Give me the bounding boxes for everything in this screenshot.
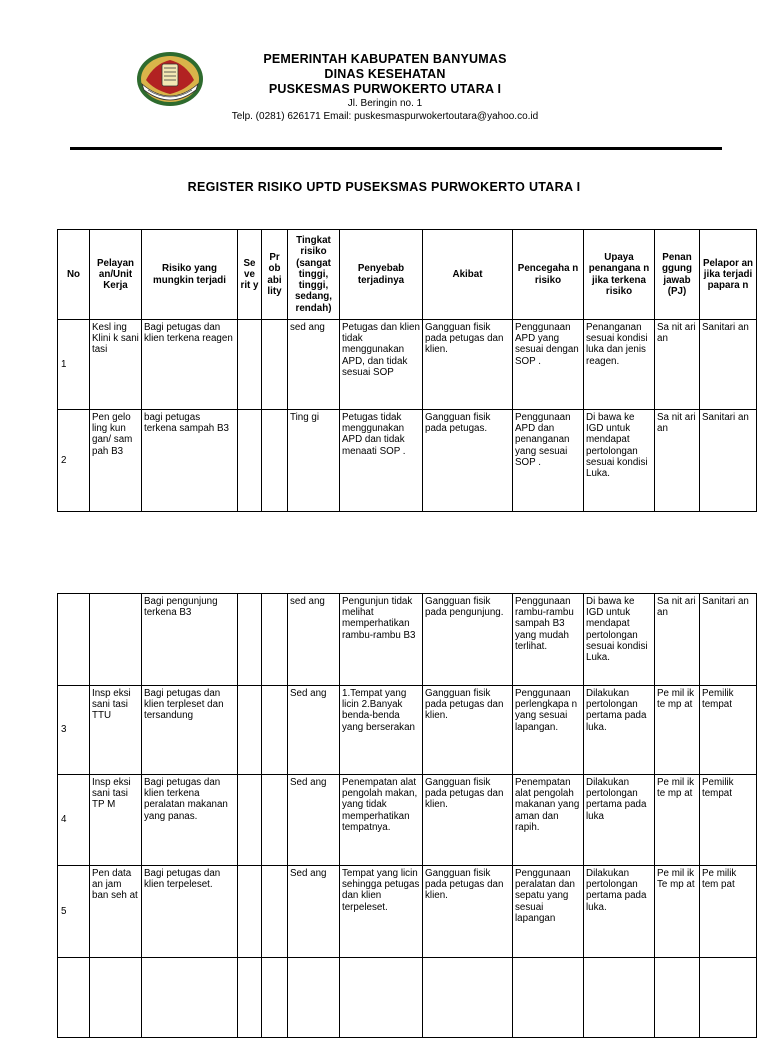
cell-level: Ting gi [288,410,340,512]
cell-probability [262,866,288,958]
cell-prevention: Penggunaan APD yang sesuai dengan SOP . [513,320,584,410]
cell-prevention: Penggunaan perlengkapa n yang sesuai lapangan. [513,686,584,775]
cell-unit [90,958,142,1038]
table-header-row [58,230,757,320]
cell-risk: Bagi petugas dan klien terkena reagen [142,320,238,410]
cell-level: Sed ang [288,866,340,958]
col-header: Tingkat risiko (sangat tinggi, tinggi, sedang, rendah) [288,230,340,320]
letterhead-text [200,52,570,123]
col-header: Pelapor an jika terjadi papara n [700,230,757,320]
cell-level: sed ang [288,594,340,686]
department-name: DINAS KESEHATAN [324,67,446,81]
cell-severity [238,686,262,775]
cell-unit: Insp eksi sani tasi TP M [90,775,142,866]
table-row [58,410,757,512]
col-header: Upaya penangana n jika terkena risiko [584,230,655,320]
cell-effect: Gangguan fisik pada petugas dan klien. [423,320,513,410]
cell-probability [262,320,288,410]
cell-severity [238,320,262,410]
cell-risk: Bagi petugas dan klien terpleset dan tersandung [142,686,238,775]
cell-risk: Bagi pengunjung terkena B3 [142,594,238,686]
cell-report: Sanitari an [700,320,757,410]
cell-handling: Penanganan sesuai kondisi luka dan jenis reagen. [584,320,655,410]
cell-cause: Tempat yang licin sehingga petugas dan klien terpeleset. [340,866,423,958]
col-header: Penan ggung jawab (PJ) [655,230,700,320]
cell-risk: Bagi petugas dan klien terpeleset. [142,866,238,958]
cell-handling: Dilakukan pertolongan pertama pada luka [584,775,655,866]
cell-level [288,958,340,1038]
cell-effect: Gangguan fisik pada petugas dan klien. [423,775,513,866]
cell-effect: Gangguan fisik pada petugas dan klien. [423,866,513,958]
risk-register-table-page2 [57,593,757,1038]
cell-severity [238,410,262,512]
cell-no: 4 [58,775,90,866]
cell-cause: Penempatan alat pengolah makan, yang tidak memperhatikan tempatnya. [340,775,423,866]
col-header: No [58,230,90,320]
cell-risk: bagi petugas terkena sampah B3 [142,410,238,512]
table-row [58,958,757,1038]
cell-unit: Pen data an jam ban seh at [90,866,142,958]
cell-risk: Bagi petugas dan klien terkena peralatan makanan yang panas. [142,775,238,866]
cell-severity [238,958,262,1038]
cell-severity [238,594,262,686]
cell-cause: Pengunjun tidak melihat memperhatikan rambu-rambu B3 [340,594,423,686]
cell-probability [262,686,288,775]
cell-no: 2 [58,410,90,512]
cell-report: Sanitari an [700,594,757,686]
cell-handling: Dilakukan pertolongan pertama pada luka. [584,866,655,958]
table-row [58,320,757,410]
table-row [58,686,757,775]
cell-level: Sed ang [288,775,340,866]
col-header: Pr ob abi lity [262,230,288,320]
cell-cause: Petugas tidak menggunakan APD dan tidak menaati SOP . [340,410,423,512]
cell-handling [584,958,655,1038]
contact-info: Telp. (0281) 626171 Email: puskesmaspurwokertoutara@yahoo.co.id [231,111,539,122]
cell-cause: Petugas dan klien tidak menggunakan APD, dan tidak sesuai SOP [340,320,423,410]
cell-prevention: Penggunaan peralatan dan sepatu yang sesuai lapangan [513,866,584,958]
cell-handling: Di bawa ke IGD untuk mendapat pertolongan sesuai kondisi Luka. [584,410,655,512]
cell-probability [262,958,288,1038]
cell-effect: Gangguan fisik pada pengunjung. [423,594,513,686]
cell-pj: Sa nit ari an [655,320,700,410]
col-header: Risiko yang mungkin terjadi [142,230,238,320]
cell-no: 5 [58,866,90,958]
government-name: PEMERINTAH KABUPATEN BANYUMAS [263,52,507,66]
cell-risk [142,958,238,1038]
col-header: Pencegaha n risiko [513,230,584,320]
cell-level: sed ang [288,320,340,410]
cell-unit [90,594,142,686]
table-row [58,594,757,686]
clinic-name: PUSKESMAS PURWOKERTO UTARA I [268,82,502,96]
cell-pj: Pe mil ik Te mp at [655,866,700,958]
risk-register-table-page1 [57,229,757,512]
cell-severity [238,866,262,958]
banyumas-emblem-logo [136,50,204,108]
cell-cause [340,958,423,1038]
cell-report: Sanitari an [700,410,757,512]
cell-prevention: Penggunaan rambu-rambu sampah B3 yang mudah terlihat. [513,594,584,686]
cell-probability [262,410,288,512]
cell-no [58,594,90,686]
cell-handling: Dilakukan pertolongan pertama pada luka. [584,686,655,775]
cell-pj [655,958,700,1038]
document-title: REGISTER RISIKO UPTD PUSEKSMAS PURWOKERTO UTARA I [187,180,581,194]
cell-report [700,958,757,1038]
cell-pj: Pe mil ik te mp at [655,686,700,775]
cell-report: Pemilik tempat [700,686,757,775]
cell-probability [262,594,288,686]
col-header: Se ve rit y [238,230,262,320]
table-row [58,866,757,958]
cell-no [58,958,90,1038]
col-header: Penyebab terjadinya [340,230,423,320]
cell-probability [262,775,288,866]
cell-cause: 1.Tempat yang licin 2.Banyak benda-benda yang berserakan [340,686,423,775]
cell-prevention: Penggunaan APD dan penanganan yang sesuai SOP . [513,410,584,512]
cell-report: Pemilik tempat [700,775,757,866]
cell-report: Pe milik tem pat [700,866,757,958]
cell-no: 3 [58,686,90,775]
cell-pj: Pe mil ik te mp at [655,775,700,866]
header-rule [70,147,722,150]
table-row [58,775,757,866]
cell-unit: Kesl ing Klini k sani tasi [90,320,142,410]
cell-handling: Di bawa ke IGD untuk mendapat pertolongan sesuai kondisi Luka. [584,594,655,686]
cell-unit: Pen gelo ling kun gan/ sam pah B3 [90,410,142,512]
address: Jl. Beringin no. 1 [347,98,423,109]
cell-pj: Sa nit ari an [655,410,700,512]
cell-pj: Sa nit ari an [655,594,700,686]
cell-level: Sed ang [288,686,340,775]
col-header: Akibat [423,230,513,320]
col-header: Pelayan an/Unit Kerja [90,230,142,320]
cell-unit: Insp eksi sani tasi TTU [90,686,142,775]
cell-prevention [513,958,584,1038]
cell-prevention: Penempatan alat pengolah makanan yang aman dan rapih. [513,775,584,866]
cell-effect [423,958,513,1038]
cell-effect: Gangguan fisik pada petugas dan klien. [423,686,513,775]
cell-effect: Gangguan fisik pada petugas. [423,410,513,512]
cell-no: 1 [58,320,90,410]
letterhead [0,0,768,160]
cell-severity [238,775,262,866]
